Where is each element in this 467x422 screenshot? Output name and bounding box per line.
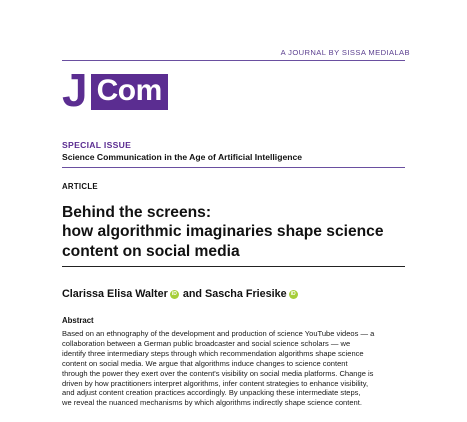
- article-title-line: Behind the screens:: [62, 204, 212, 221]
- abstract-line: collaboration between a German public broadcaster and social science scholars — we: [62, 338, 351, 348]
- article-title-line: content on social media: [62, 242, 240, 260]
- article-title-line: how algorithmic imaginaries shape science: [62, 223, 384, 241]
- author-line: [62, 288, 302, 300]
- jcom-logo: [62, 64, 168, 116]
- abstract-line: identify three intermediary steps through which recommendation algorithms shape science: [62, 348, 364, 358]
- top-divider: [62, 60, 405, 61]
- article-type-label: ARTICLE: [62, 182, 98, 191]
- logo-letter: J: [62, 64, 87, 116]
- author-name: Sascha Friesike: [205, 288, 287, 300]
- abstract-line: driven by how practitioners interpret algorithms, infer content strategies to enhance visibility,: [62, 378, 369, 388]
- abstract-body: [62, 329, 412, 408]
- special-issue-label: SPECIAL ISSUE: [62, 140, 132, 150]
- logo-word-box: Com: [91, 74, 168, 110]
- title-divider: [62, 266, 405, 267]
- special-issue-title: Science Communication in the Age of Artificial Intelligence: [62, 152, 303, 162]
- abstract-line: Based on an ethnography of the development and production of science YouTube videos — a: [62, 329, 375, 338]
- orcid-icon[interactable]: iD: [171, 290, 177, 297]
- author-name: Clarissa Elisa Walter: [62, 288, 168, 300]
- abstract-line: and adjust content creation practices accordingly. By unpacking these intermediate steps,: [62, 388, 361, 398]
- abstract-line: through the power they exert over the content's visibility on social media platforms. Change is: [62, 368, 374, 378]
- author-connector: and: [182, 288, 203, 300]
- article-title: [62, 203, 407, 261]
- issue-divider: [62, 167, 405, 168]
- abstract-line: content on social media. We argue that algorithms induce changes to science content: [62, 358, 348, 368]
- abstract-heading: Abstract: [62, 316, 94, 325]
- journal-publisher-line: A JOURNAL BY SISSA MEDIALAB: [280, 48, 410, 57]
- abstract-line: we reveal the nuanced mechanisms by which algorithms indirectly shape science content.: [62, 398, 362, 408]
- orcid-icon[interactable]: iD: [290, 290, 296, 297]
